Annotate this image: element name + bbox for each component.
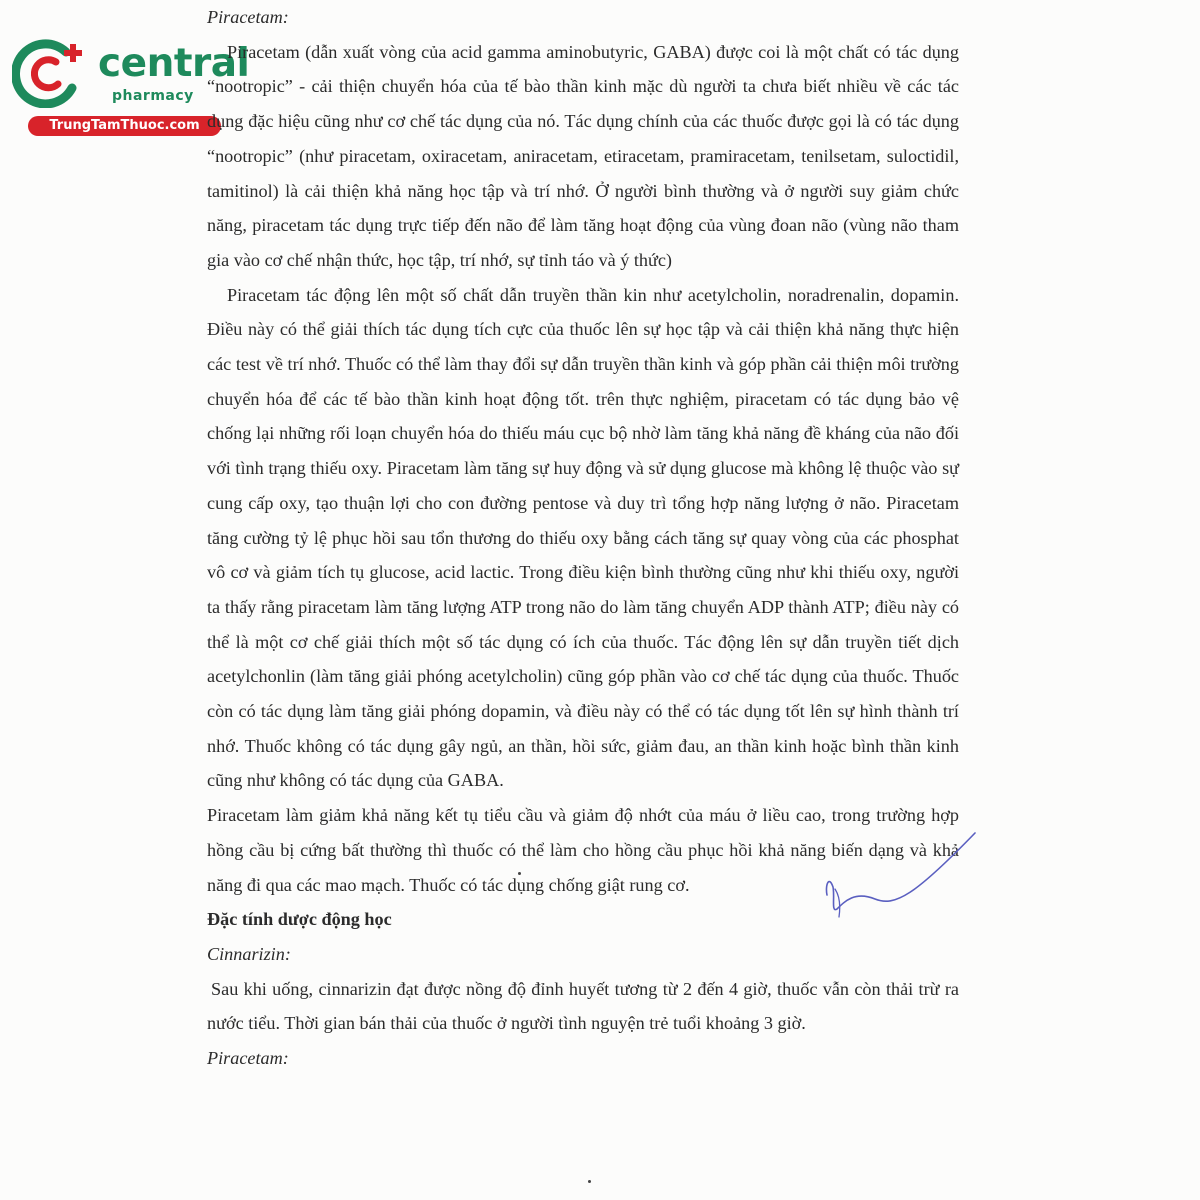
pharmacy-logo[interactable]	[12, 38, 250, 138]
section-heading-cinnarizin: Cinnarizin:	[207, 943, 291, 964]
section-heading-pharmacokinetics: Đặc tính dược động học	[207, 909, 392, 930]
section-heading-piracetam-pk: Piracetam:	[207, 1048, 289, 1069]
paragraph-cinnarizin-pk: Sau khi uống, cinnarizin đạt được nồng độ đỉnh huyết tương từ 2 đến 4 giờ, thuốc vẫn còn thải trừ ra nước tiểu. Thời gian bán thải của thuốc ở người tình nguyện trẻ tuổi khoảng 3 giờ.	[207, 978, 959, 1034]
logo-subtitle: pharmacy	[112, 88, 194, 104]
section-heading-piracetam: Piracetam:	[207, 7, 289, 27]
logo-name: central	[98, 41, 250, 86]
handwritten-signature	[815, 825, 985, 945]
paragraph-piracetam-intro: Piracetam (dẫn xuất vòng của acid gamma aminobutyric, GABA) được coi là một chất có tác dụng “nootropic” - cải thiện chuyển hóa của tế bào thần kinh mặc dù người ta chưa biết nhiều về các tác dụng đặc hiệu cũng như cơ chế tác dụng của nó. Tác dụng chính của các thuốc được gọi là có tác dụng “nootropic” (như piracetam, oxiracetam, aniracetam, etiracetam, pramiracetam, tenilsetam, suloctidil, tamitinol) là cải thiện khả năng học tập và trí nhớ. Ở người bình thường và ở người suy giảm chức năng, piracetam tác dụng trực tiếp đến não để làm tăng hoạt động của vùng đoan não (vùng não tham gia vào cơ chế nhận thức, học tập, trí nhớ, sự tỉnh táo và ý thức)	[207, 41, 959, 270]
scan-speck	[518, 872, 521, 875]
scan-speck	[588, 1180, 591, 1183]
logo-url-badge[interactable]: TrungTamThuoc.com	[28, 116, 221, 136]
pharmacy-logo-icon	[12, 38, 90, 108]
paragraph-piracetam-mechanism: Piracetam tác động lên một số chất dẫn truyền thần kin như acetylcholin, noradrenalin, dopamin. Điều này có thể giải thích tác dụng tích cực của thuốc lên sự học tập và cải thiện khả năng thực hiện các test về trí nhớ. Thuốc có thể làm thay đổi sự dẫn truyền thần kinh và góp phần cải thiện môi trường chuyển hóa để các tế bào thần kinh hoạt động tốt. trên thực nghiệm, piracetam có tác dụng bảo vệ chống lại những rối loạn chuyển hóa do thiếu máu cục bộ nhờ làm tăng khả năng đề kháng của não đối với tình trạng thiếu oxy. Piracetam làm tăng sự huy động và sử dụng glucose mà không lệ thuộc vào sự cung cấp oxy, tạo thuận lợi cho con đường pentose và duy trì tổng hợp năng lượng ở não. Piracetam tăng cường tỷ lệ phục hồi sau tổn thương do thiếu oxy bằng cách tăng sự quay vòng của các phosphat vô cơ và giảm tích tụ glucose, acid lactic. Trong điều kiện bình thường cũng như khi thiếu oxy, người ta thấy rằng piracetam làm tăng lượng ATP trong não do làm tăng chuyển ADP thành ATP; điều này có thể là một cơ chế giải thích một số tác dụng có ích của thuốc. Tác động lên sự dẫn truyền tiết dịch acetylchonlin (làm tăng giải phóng acetylcholin) cũng góp phần vào cơ chế tác dụng của thuốc. Thuốc còn có tác dụng làm tăng giải phóng dopamin, và điều này có thể có tác dụng tốt lên sự hình thành trí nhớ. Thuốc không có tác dụng gây ngủ, an thần, hồi sức, giảm đau, an thần kinh hoặc bình thần kinh cũng như không có tác dụng của GABA.	[207, 284, 959, 791]
paragraph-piracetam-blood: Piracetam làm giảm khả năng kết tụ tiểu cầu và giảm độ nhớt của máu ở liều cao, trong trường hợp hồng cầu bị cứng bất thường thì thuốc có thể làm cho hồng cầu phục hồi khả năng biến dạng và khả năng đi qua các mao mạch. Thuốc có tác dụng chống giật rung cơ.	[207, 805, 959, 895]
